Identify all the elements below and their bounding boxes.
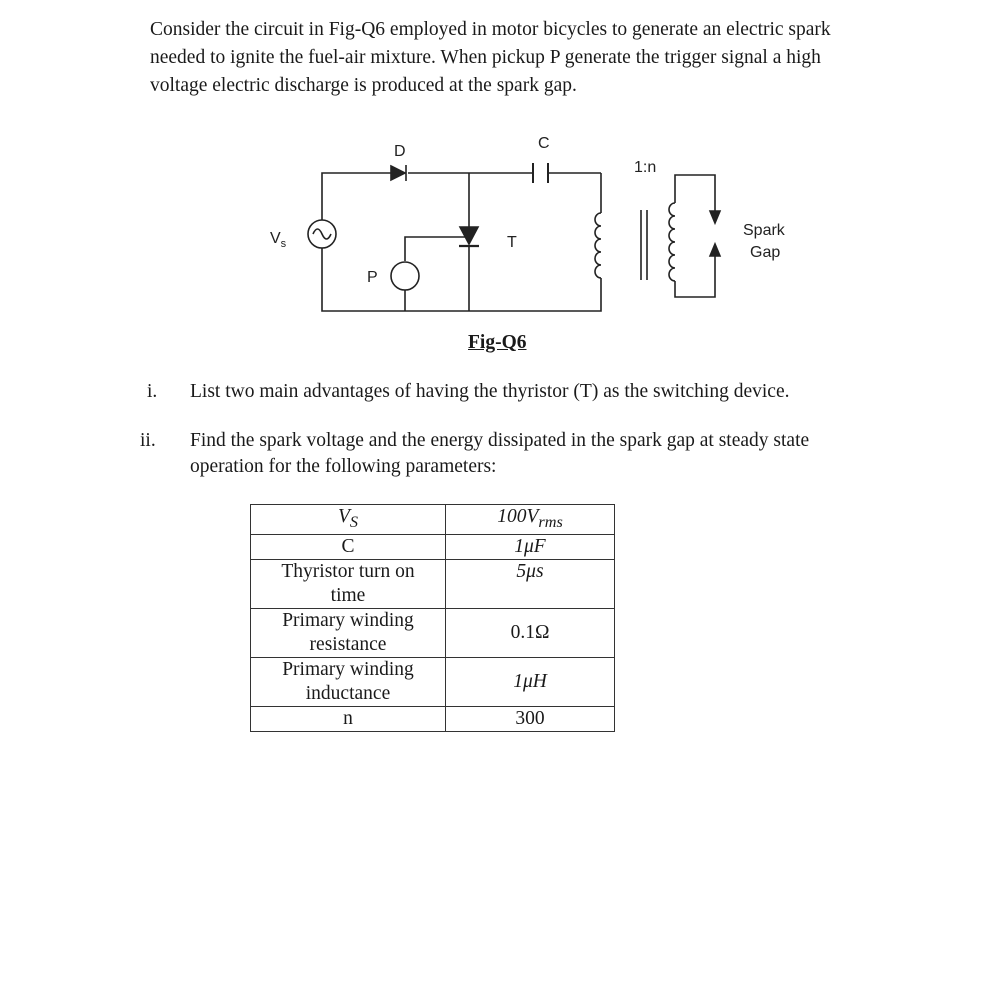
param-cell: n [251,706,446,731]
param-cell: $V_S$ [251,505,446,535]
vs-label: $V_s$ [270,230,287,250]
question-2-number: ii. [140,430,156,451]
value-cell: 300 [446,706,615,731]
diode-label: D [394,143,406,160]
param-cell: Primary winding resistance [251,608,446,657]
capacitor-label: C [538,135,550,152]
table-row [251,559,615,608]
table-row [251,608,615,657]
thyristor-label: T [507,234,517,251]
turns-ratio-label: 1:n [634,159,657,176]
intro-paragraph [150,16,925,100]
intro-line-3: voltage electric discharge is produced at the spark gap. [150,75,577,96]
intro-line-1: Consider the circuit in Fig-Q6 employed in motor bicycles to generate an electric spark [150,19,831,40]
value-cell: 0.1Ω [446,608,615,657]
table-row [251,534,615,559]
param-cell: Primary winding inductance [251,657,446,706]
param-cell: Thyristor turn on time [251,559,446,608]
question-2-text: Find the spark voltage and the energy dissipated in the spark gap at steady state operation for the following parameters: [190,430,810,477]
table-row [251,657,615,706]
question-1-text: List two main advantages of having the thyristor (T) as the switching device. [190,381,790,402]
table-row [251,706,615,731]
pickup-label: P [367,269,378,286]
param-cell: C [251,534,446,559]
value-cell: 5μs [446,559,615,608]
table-row [251,505,615,535]
intro-line-2: needed to ignite the fuel-air mixture. When pickup P generate the trigger signal a high [150,47,821,68]
gap-label: Gap [750,244,781,261]
parameter-table [250,504,615,732]
question-1-number: i. [147,381,158,402]
value-cell: $100V_{rms}$ [446,505,615,535]
circuit-diagram [230,125,790,330]
value-cell: 1μF [446,534,615,559]
spark-label: Spark [743,222,785,239]
value-cell: 1μH [446,657,615,706]
figure-caption: Fig-Q6 [468,332,527,353]
